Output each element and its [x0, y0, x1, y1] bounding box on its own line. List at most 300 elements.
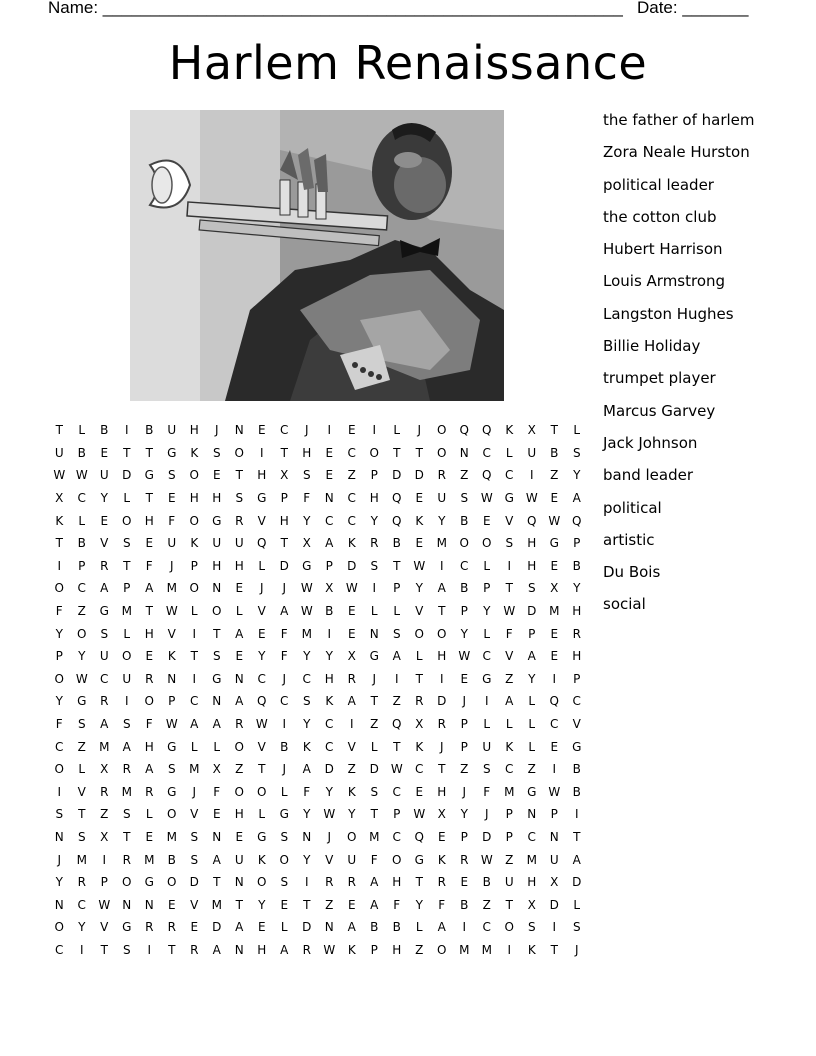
grid-letter[interactable]: O	[437, 942, 447, 957]
grid-letter[interactable]: E	[257, 626, 266, 641]
grid-letter[interactable]: A	[235, 626, 244, 641]
grid-letter[interactable]: V	[100, 920, 109, 935]
grid-letter[interactable]: M	[526, 852, 537, 867]
grid-letter[interactable]: T	[100, 942, 108, 957]
grid-letter[interactable]: R	[302, 942, 311, 957]
grid-letter[interactable]: W	[75, 671, 88, 686]
grid-letter[interactable]: R	[437, 468, 446, 483]
grid-letter[interactable]: Z	[100, 807, 109, 822]
grid-letter[interactable]: I	[282, 717, 287, 732]
grid-letter[interactable]: E	[145, 536, 154, 551]
grid-letter[interactable]: Z	[460, 468, 469, 483]
grid-letter[interactable]: O	[234, 739, 244, 754]
grid-letter[interactable]: Z	[77, 604, 86, 619]
grid-letter[interactable]: G	[257, 829, 267, 844]
grid-letter[interactable]: Q	[414, 829, 424, 844]
grid-letter[interactable]: I	[79, 942, 84, 957]
grid-letter[interactable]: P	[393, 581, 401, 596]
grid-letter[interactable]: B	[572, 762, 581, 777]
grid-letter[interactable]: M	[301, 626, 312, 641]
grid-letter[interactable]: T	[235, 897, 243, 912]
grid-letter[interactable]: W	[165, 604, 178, 619]
grid-letter[interactable]: S	[55, 807, 64, 822]
grid-letter[interactable]: K	[347, 784, 356, 799]
grid-letter[interactable]: M	[121, 604, 132, 619]
grid-letter[interactable]: V	[415, 604, 424, 619]
grid-letter[interactable]: Z	[550, 468, 559, 483]
grid-letter[interactable]: Y	[78, 920, 86, 935]
grid-letter[interactable]: W	[413, 558, 426, 573]
grid-letter[interactable]: I	[147, 942, 152, 957]
grid-letter[interactable]: Z	[505, 852, 514, 867]
grid-letter[interactable]: Q	[527, 513, 537, 528]
grid-letter[interactable]: S	[527, 920, 536, 935]
grid-letter[interactable]: Z	[347, 468, 356, 483]
grid-letter[interactable]: L	[393, 423, 401, 438]
grid-letter[interactable]: S	[280, 829, 289, 844]
grid-letter[interactable]: V	[77, 784, 86, 799]
grid-letter[interactable]: D	[549, 897, 559, 912]
grid-letter[interactable]: T	[393, 558, 401, 573]
grid-letter[interactable]: T	[505, 897, 513, 912]
grid-letter[interactable]: M	[211, 897, 222, 912]
grid-letter[interactable]: T	[168, 942, 176, 957]
grid-letter[interactable]: D	[392, 468, 402, 483]
grid-letter[interactable]: C	[572, 694, 581, 709]
grid-letter[interactable]: D	[302, 920, 312, 935]
grid-letter[interactable]: M	[459, 942, 470, 957]
grid-letter[interactable]: E	[325, 445, 334, 460]
name-field[interactable]: Name: _______________________________________________________	[48, 0, 623, 17]
grid-letter[interactable]: S	[122, 942, 131, 957]
grid-letter[interactable]: Y	[348, 807, 356, 822]
grid-letter[interactable]: J	[574, 942, 579, 957]
grid-letter[interactable]: Y	[303, 717, 311, 732]
grid-letter[interactable]: F	[303, 491, 311, 506]
grid-letter[interactable]: S	[370, 558, 379, 573]
grid-letter[interactable]: T	[280, 445, 288, 460]
grid-letter[interactable]: G	[122, 920, 132, 935]
grid-letter[interactable]: O	[279, 852, 289, 867]
grid-letter[interactable]: A	[325, 536, 334, 551]
grid-letter[interactable]: U	[549, 852, 559, 867]
grid-letter[interactable]: D	[572, 875, 582, 890]
grid-letter[interactable]: E	[212, 468, 221, 483]
grid-letter[interactable]: F	[280, 626, 288, 641]
grid-letter[interactable]: S	[527, 581, 536, 596]
grid-letter[interactable]: P	[483, 581, 491, 596]
grid-letter[interactable]: H	[572, 604, 582, 619]
grid-letter[interactable]: I	[124, 423, 129, 438]
grid-letter[interactable]: S	[280, 875, 289, 890]
grid-letter[interactable]: W	[413, 807, 426, 822]
grid-letter[interactable]: F	[280, 649, 288, 664]
grid-letter[interactable]: V	[257, 513, 266, 528]
grid-letter[interactable]: T	[370, 694, 378, 709]
grid-letter[interactable]: E	[550, 739, 559, 754]
grid-letter[interactable]: T	[280, 536, 288, 551]
grid-letter[interactable]: T	[505, 581, 513, 596]
grid-letter[interactable]: R	[100, 694, 109, 709]
grid-letter[interactable]: L	[78, 423, 86, 438]
grid-letter[interactable]: K	[302, 739, 311, 754]
grid-letter[interactable]: G	[302, 558, 312, 573]
grid-letter[interactable]: O	[347, 829, 357, 844]
grid-letter[interactable]: E	[347, 897, 356, 912]
grid-letter[interactable]: N	[234, 671, 244, 686]
grid-letter[interactable]: Z	[527, 762, 536, 777]
grid-letter[interactable]: K	[505, 739, 514, 754]
grid-letter[interactable]: E	[460, 875, 469, 890]
grid-letter[interactable]: G	[144, 468, 154, 483]
grid-letter[interactable]: M	[76, 852, 87, 867]
grid-letter[interactable]: S	[572, 445, 581, 460]
grid-letter[interactable]: W	[98, 897, 111, 912]
grid-letter[interactable]: B	[550, 445, 559, 460]
grid-letter[interactable]: L	[78, 513, 86, 528]
grid-letter[interactable]: S	[572, 920, 581, 935]
grid-letter[interactable]: G	[279, 807, 289, 822]
grid-letter[interactable]: I	[57, 784, 62, 799]
grid-letter[interactable]: O	[122, 875, 132, 890]
grid-letter[interactable]: E	[190, 920, 199, 935]
grid-letter[interactable]: G	[549, 536, 559, 551]
grid-letter[interactable]: H	[189, 423, 199, 438]
grid-letter[interactable]: S	[167, 468, 176, 483]
grid-letter[interactable]: K	[325, 694, 334, 709]
grid-letter[interactable]: Z	[325, 897, 334, 912]
grid-letter[interactable]: O	[54, 762, 64, 777]
grid-letter[interactable]: T	[415, 445, 423, 460]
grid-letter[interactable]: M	[166, 829, 177, 844]
grid-letter[interactable]: R	[437, 717, 446, 732]
grid-letter[interactable]: O	[212, 604, 222, 619]
grid-letter[interactable]: O	[369, 445, 379, 460]
grid-letter[interactable]: Y	[258, 649, 266, 664]
grid-letter[interactable]: E	[280, 897, 289, 912]
grid-letter[interactable]: W	[458, 649, 471, 664]
grid-letter[interactable]: L	[213, 739, 221, 754]
grid-letter[interactable]: W	[548, 513, 561, 528]
grid-letter[interactable]: Y	[55, 626, 63, 641]
grid-letter[interactable]: I	[102, 852, 107, 867]
grid-letter[interactable]: R	[347, 875, 356, 890]
grid-letter[interactable]: P	[370, 468, 378, 483]
grid-letter[interactable]: T	[55, 423, 63, 438]
grid-letter[interactable]: S	[190, 829, 199, 844]
grid-letter[interactable]: Y	[438, 513, 446, 528]
grid-letter[interactable]: L	[190, 604, 198, 619]
grid-letter[interactable]: N	[324, 920, 334, 935]
grid-letter[interactable]: I	[349, 717, 354, 732]
grid-letter[interactable]: C	[482, 920, 491, 935]
grid-letter[interactable]: H	[279, 513, 289, 528]
grid-letter[interactable]: P	[168, 694, 176, 709]
grid-letter[interactable]: T	[438, 762, 446, 777]
grid-letter[interactable]: L	[483, 626, 491, 641]
grid-letter[interactable]: O	[234, 445, 244, 460]
grid-letter[interactable]: V	[572, 717, 581, 732]
grid-letter[interactable]: C	[527, 829, 536, 844]
grid-letter[interactable]: W	[548, 784, 561, 799]
grid-letter[interactable]: S	[460, 491, 469, 506]
grid-letter[interactable]: Y	[415, 581, 423, 596]
grid-letter[interactable]: X	[527, 423, 536, 438]
grid-letter[interactable]: F	[370, 852, 378, 867]
grid-letter[interactable]: A	[392, 649, 401, 664]
grid-letter[interactable]: R	[460, 852, 469, 867]
grid-letter[interactable]: Z	[77, 739, 86, 754]
grid-letter[interactable]: Z	[347, 762, 356, 777]
grid-letter[interactable]: A	[235, 920, 244, 935]
grid-letter[interactable]: X	[100, 829, 109, 844]
grid-letter[interactable]: L	[415, 649, 423, 664]
grid-letter[interactable]: T	[550, 423, 558, 438]
grid-letter[interactable]: G	[167, 445, 177, 460]
grid-letter[interactable]: T	[190, 649, 198, 664]
grid-letter[interactable]: R	[100, 558, 109, 573]
grid-letter[interactable]: M	[504, 784, 515, 799]
grid-letter[interactable]: C	[505, 762, 514, 777]
grid-letter[interactable]: Y	[370, 513, 378, 528]
grid-letter[interactable]: J	[304, 423, 309, 438]
grid-letter[interactable]: O	[459, 536, 469, 551]
grid-letter[interactable]: E	[550, 626, 559, 641]
grid-letter[interactable]: H	[257, 468, 267, 483]
grid-letter[interactable]: C	[392, 784, 401, 799]
grid-letter[interactable]: G	[414, 852, 424, 867]
grid-letter[interactable]: J	[327, 829, 332, 844]
grid-letter[interactable]: Y	[78, 649, 86, 664]
grid-letter[interactable]: N	[54, 829, 64, 844]
grid-letter[interactable]: W	[345, 581, 358, 596]
grid-letter[interactable]: A	[370, 875, 379, 890]
grid-letter[interactable]: E	[482, 513, 491, 528]
grid-letter[interactable]: C	[55, 739, 64, 754]
grid-letter[interactable]: E	[257, 920, 266, 935]
grid-letter[interactable]: Q	[392, 717, 402, 732]
grid-letter[interactable]: Y	[303, 807, 311, 822]
grid-letter[interactable]: J	[169, 558, 174, 573]
grid-letter[interactable]: P	[393, 807, 401, 822]
grid-letter[interactable]: W	[255, 717, 268, 732]
grid-letter[interactable]: D	[122, 468, 132, 483]
grid-letter[interactable]: Y	[303, 649, 311, 664]
grid-letter[interactable]: V	[257, 739, 266, 754]
grid-letter[interactable]: W	[300, 604, 313, 619]
grid-letter[interactable]: D	[347, 558, 357, 573]
grid-letter[interactable]: K	[415, 739, 424, 754]
grid-letter[interactable]: T	[235, 468, 243, 483]
grid-letter[interactable]: X	[437, 807, 446, 822]
grid-letter[interactable]: Q	[459, 423, 469, 438]
grid-letter[interactable]: Y	[460, 626, 468, 641]
grid-letter[interactable]: C	[505, 468, 514, 483]
grid-letter[interactable]: M	[121, 784, 132, 799]
grid-letter[interactable]: G	[527, 784, 537, 799]
grid-letter[interactable]: Y	[573, 468, 581, 483]
grid-letter[interactable]: T	[393, 739, 401, 754]
grid-letter[interactable]: K	[437, 852, 446, 867]
grid-letter[interactable]: X	[212, 762, 221, 777]
grid-letter[interactable]: I	[507, 942, 512, 957]
grid-letter[interactable]: L	[258, 558, 266, 573]
grid-letter[interactable]: O	[122, 649, 132, 664]
grid-letter[interactable]: R	[122, 762, 131, 777]
grid-letter[interactable]: L	[123, 491, 131, 506]
grid-letter[interactable]: E	[235, 649, 244, 664]
grid-letter[interactable]: A	[190, 717, 199, 732]
grid-letter[interactable]: O	[54, 671, 64, 686]
grid-letter[interactable]: L	[483, 717, 491, 732]
grid-letter[interactable]: M	[189, 762, 200, 777]
grid-letter[interactable]: P	[55, 649, 63, 664]
grid-letter[interactable]: Q	[392, 491, 402, 506]
grid-letter[interactable]: O	[482, 536, 492, 551]
grid-letter[interactable]: J	[214, 423, 219, 438]
grid-letter[interactable]: C	[325, 739, 334, 754]
grid-letter[interactable]: B	[280, 739, 289, 754]
grid-letter[interactable]: F	[168, 513, 176, 528]
grid-letter[interactable]: C	[460, 558, 469, 573]
grid-letter[interactable]: G	[504, 491, 514, 506]
grid-letter[interactable]: C	[100, 671, 109, 686]
grid-letter[interactable]: B	[572, 784, 581, 799]
grid-letter[interactable]: G	[212, 513, 222, 528]
grid-letter[interactable]: H	[234, 807, 244, 822]
grid-letter[interactable]: O	[189, 468, 199, 483]
grid-letter[interactable]: G	[257, 491, 267, 506]
grid-letter[interactable]: H	[392, 875, 402, 890]
grid-letter[interactable]: A	[505, 694, 514, 709]
grid-letter[interactable]: J	[462, 694, 467, 709]
grid-letter[interactable]: N	[167, 671, 177, 686]
grid-letter[interactable]: T	[303, 897, 311, 912]
grid-letter[interactable]: J	[417, 423, 422, 438]
grid-letter[interactable]: Y	[303, 852, 311, 867]
grid-letter[interactable]: X	[347, 649, 356, 664]
grid-letter[interactable]: J	[259, 581, 264, 596]
grid-letter[interactable]: T	[145, 604, 153, 619]
grid-letter[interactable]: L	[393, 604, 401, 619]
grid-letter[interactable]: T	[415, 875, 423, 890]
date-field[interactable]: Date: _______	[636, 0, 749, 17]
grid-letter[interactable]: Z	[460, 762, 469, 777]
grid-letter[interactable]: T	[213, 875, 221, 890]
grid-letter[interactable]: L	[258, 807, 266, 822]
grid-letter[interactable]: O	[504, 920, 514, 935]
grid-letter[interactable]: A	[572, 491, 581, 506]
grid-letter[interactable]: Z	[392, 694, 401, 709]
grid-letter[interactable]: I	[57, 558, 62, 573]
grid-letter[interactable]: E	[347, 626, 356, 641]
grid-letter[interactable]: L	[145, 807, 153, 822]
grid-letter[interactable]: O	[414, 626, 424, 641]
grid-letter[interactable]: C	[482, 445, 491, 460]
grid-letter[interactable]: O	[257, 784, 267, 799]
grid-letter[interactable]: A	[145, 581, 154, 596]
grid-letter[interactable]: X	[55, 491, 64, 506]
grid-letter[interactable]: W	[75, 468, 88, 483]
grid-letter[interactable]: B	[145, 423, 154, 438]
grid-letter[interactable]: L	[190, 739, 198, 754]
grid-letter[interactable]: P	[460, 604, 468, 619]
grid-letter[interactable]: I	[327, 626, 332, 641]
grid-letter[interactable]: A	[100, 581, 109, 596]
grid-letter[interactable]: N	[144, 897, 154, 912]
grid-letter[interactable]: I	[574, 807, 579, 822]
grid-letter[interactable]: H	[212, 558, 222, 573]
grid-letter[interactable]: L	[483, 558, 491, 573]
grid-letter[interactable]: G	[572, 739, 582, 754]
grid-letter[interactable]: L	[573, 897, 581, 912]
grid-letter[interactable]: Y	[325, 649, 333, 664]
grid-letter[interactable]: F	[483, 784, 491, 799]
grid-letter[interactable]: C	[77, 581, 86, 596]
grid-letter[interactable]: L	[573, 423, 581, 438]
grid-letter[interactable]: R	[437, 875, 446, 890]
grid-letter[interactable]: E	[415, 536, 424, 551]
grid-letter[interactable]: U	[167, 423, 177, 438]
grid-letter[interactable]: D	[189, 875, 199, 890]
grid-letter[interactable]: O	[437, 626, 447, 641]
grid-letter[interactable]: L	[370, 739, 378, 754]
grid-letter[interactable]: O	[437, 423, 447, 438]
grid-letter[interactable]: K	[505, 423, 514, 438]
grid-letter[interactable]: Y	[100, 491, 108, 506]
grid-letter[interactable]: S	[212, 649, 221, 664]
grid-letter[interactable]: R	[415, 694, 424, 709]
grid-letter[interactable]: H	[234, 558, 244, 573]
grid-letter[interactable]: Z	[482, 897, 491, 912]
grid-letter[interactable]: B	[392, 920, 401, 935]
grid-letter[interactable]: B	[77, 445, 86, 460]
grid-letter[interactable]: D	[279, 558, 289, 573]
grid-letter[interactable]: B	[460, 513, 469, 528]
grid-letter[interactable]: E	[145, 829, 154, 844]
grid-letter[interactable]: T	[78, 807, 86, 822]
grid-letter[interactable]: T	[438, 604, 446, 619]
grid-letter[interactable]: L	[528, 717, 536, 732]
grid-letter[interactable]: Y	[415, 897, 423, 912]
grid-letter[interactable]: Y	[483, 604, 491, 619]
grid-letter[interactable]: C	[325, 513, 334, 528]
grid-letter[interactable]: N	[459, 445, 469, 460]
grid-letter[interactable]: Q	[257, 536, 267, 551]
grid-letter[interactable]: R	[167, 920, 176, 935]
grid-letter[interactable]: E	[415, 784, 424, 799]
grid-letter[interactable]: J	[372, 671, 377, 686]
grid-letter[interactable]: U	[347, 852, 357, 867]
grid-letter[interactable]: C	[280, 694, 289, 709]
grid-letter[interactable]: M	[144, 852, 155, 867]
grid-letter[interactable]: S	[482, 762, 491, 777]
grid-letter[interactable]: C	[482, 649, 491, 664]
grid-letter[interactable]: U	[167, 536, 177, 551]
grid-letter[interactable]: E	[550, 558, 559, 573]
grid-letter[interactable]: E	[100, 513, 109, 528]
grid-letter[interactable]: U	[527, 445, 537, 460]
grid-letter[interactable]: S	[302, 694, 311, 709]
grid-letter[interactable]: A	[302, 762, 311, 777]
grid-letter[interactable]: X	[550, 581, 559, 596]
grid-letter[interactable]: Y	[528, 671, 536, 686]
grid-letter[interactable]: C	[257, 671, 266, 686]
grid-letter[interactable]: H	[392, 942, 402, 957]
grid-letter[interactable]: L	[415, 920, 423, 935]
grid-letter[interactable]: G	[167, 784, 177, 799]
grid-letter[interactable]: T	[123, 558, 131, 573]
